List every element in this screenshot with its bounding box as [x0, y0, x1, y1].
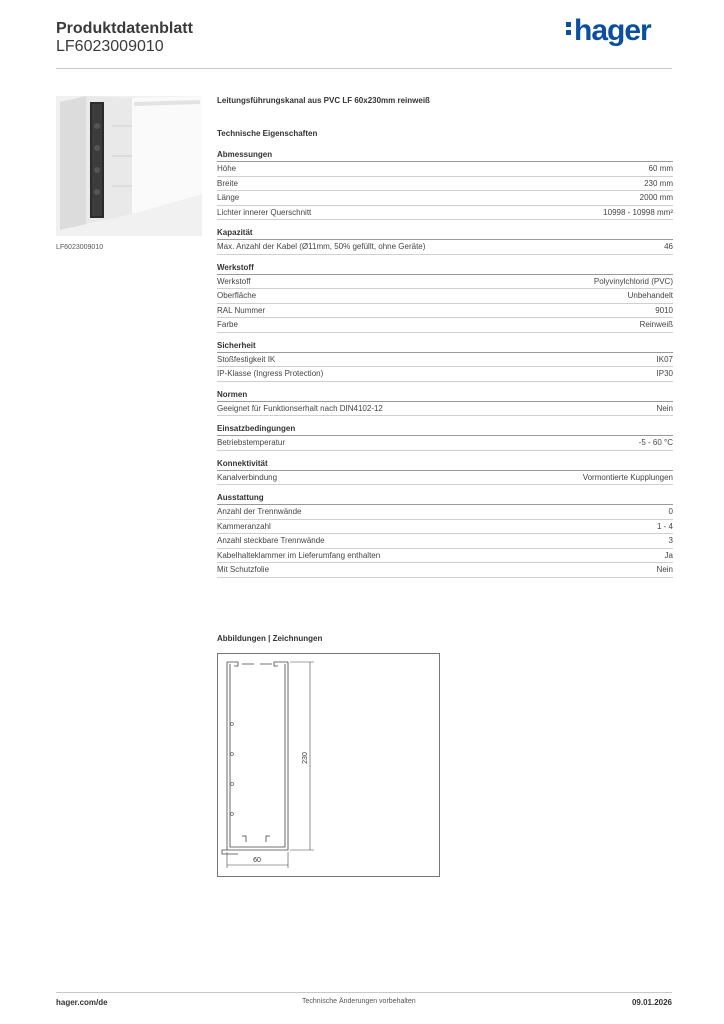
property-value: IK07 — [656, 354, 673, 364]
property-label: Farbe — [217, 320, 238, 329]
cable-duct-photo-icon — [56, 96, 202, 236]
drawing-title: Abbildungen | Zeichnungen — [217, 634, 323, 643]
property-value: 60 mm — [648, 164, 673, 173]
property-value: Vormontierte Kupplungen — [582, 472, 673, 482]
property-label: Anzahl steckbare Trennwände — [217, 536, 325, 545]
section-heading: Werkstoff — [217, 263, 673, 275]
property-label: Anzahl der Trennwände — [217, 507, 302, 516]
section-heading: Abmessungen — [217, 150, 673, 162]
property-label: IP-Klasse (Ingress Protection) — [217, 369, 324, 378]
dimension-height-label: 230 — [302, 752, 309, 764]
properties-list — [217, 150, 673, 578]
property-section — [217, 390, 673, 417]
property-value: IP30 — [656, 369, 673, 378]
technical-properties-heading: Technische Eigenschaften — [217, 129, 318, 138]
property-row — [217, 275, 673, 290]
property-row — [217, 563, 673, 578]
product-title: Leitungsführungskanal aus PVC LF 60x230mm reinweiß — [217, 96, 430, 105]
property-section — [217, 228, 673, 255]
photo-caption: LF6023009010 — [56, 244, 104, 251]
logo-dots-icon — [566, 19, 572, 38]
property-value: 9010 — [655, 305, 673, 315]
property-label: Höhe — [217, 164, 237, 173]
property-value: Nein — [656, 403, 673, 413]
product-photo — [56, 96, 202, 236]
property-row — [217, 206, 673, 221]
property-label: Kabelhalteklammer im Lieferumfang enthalten — [217, 550, 381, 560]
property-label: Lichter innerer Querschnitt — [217, 207, 312, 217]
header-divider — [56, 68, 672, 69]
footer-date: 09.01.2026 — [631, 998, 672, 1007]
property-section — [217, 150, 673, 220]
page-title: Produktdatenblatt — [56, 20, 193, 37]
property-section — [217, 459, 673, 486]
property-value: 3 — [668, 536, 673, 545]
property-row — [217, 353, 673, 368]
dimension-width-label: 60 — [253, 857, 261, 864]
property-label: Kammeranzahl — [217, 521, 271, 531]
property-row — [217, 318, 673, 333]
property-value: Unbehandelt — [627, 291, 673, 300]
property-section — [217, 424, 673, 451]
section-heading: Normen — [217, 390, 673, 402]
property-label: Max. Anzahl der Kabel (Ø11mm, 50% gefüllt, ohne Geräte) — [217, 242, 426, 251]
technical-data — [217, 96, 673, 586]
property-value: 230 mm — [644, 178, 673, 188]
property-value: 10998 - 10998 mm² — [603, 207, 673, 217]
property-value: -5 - 60 °C — [638, 438, 673, 447]
property-label: Geeignet für Funktionserhalt nach DIN4102-12 — [217, 403, 383, 413]
section-heading: Ausstattung — [217, 493, 673, 505]
footer-disclaimer: Technische Änderungen vorbehalten — [302, 998, 416, 1005]
footer-website: hager.com/de — [56, 998, 108, 1007]
technical-drawing — [217, 653, 440, 877]
property-label: Kanalverbindung — [217, 472, 278, 482]
property-section — [217, 263, 673, 333]
property-value: Polyvinylchlorid (PVC) — [593, 276, 673, 286]
property-row — [217, 505, 673, 520]
property-value: Ja — [664, 550, 673, 560]
property-row — [217, 177, 673, 192]
property-label: RAL Nummer — [217, 305, 266, 315]
property-row — [217, 162, 673, 177]
property-row — [217, 471, 673, 486]
property-row — [217, 549, 673, 564]
property-row — [217, 191, 673, 206]
section-heading: Konnektivität — [217, 459, 673, 471]
property-row — [217, 289, 673, 304]
property-label: Breite — [217, 178, 238, 188]
property-value: Nein — [656, 565, 673, 574]
property-row — [217, 240, 673, 255]
property-value: 0 — [668, 507, 673, 516]
section-heading: Kapazität — [217, 228, 673, 240]
property-label: Betriebstemperatur — [217, 438, 286, 447]
property-value: Reinweiß — [639, 320, 673, 329]
profile-drawing-icon — [218, 654, 439, 876]
property-value: 2000 mm — [639, 193, 673, 202]
property-row — [217, 304, 673, 319]
footer-divider — [56, 992, 672, 993]
property-label: Mit Schutzfolie — [217, 565, 270, 574]
logo-text: hager — [574, 14, 651, 47]
property-row — [217, 534, 673, 549]
hager-logo — [566, 14, 651, 48]
property-label: Oberfläche — [217, 291, 257, 300]
property-section — [217, 493, 673, 578]
section-heading: Sicherheit — [217, 341, 673, 353]
property-row — [217, 367, 673, 382]
property-label: Länge — [217, 193, 240, 202]
property-row — [217, 520, 673, 535]
property-label: Stoßfestigkeit IK — [217, 354, 276, 364]
property-value: 46 — [664, 242, 673, 251]
product-id: LF6023009010 — [56, 38, 164, 55]
section-heading: Einsatzbedingungen — [217, 424, 673, 436]
property-label: Werkstoff — [217, 276, 251, 286]
property-value: 1 - 4 — [656, 521, 673, 531]
property-section — [217, 341, 673, 382]
property-row — [217, 402, 673, 417]
property-row — [217, 436, 673, 451]
